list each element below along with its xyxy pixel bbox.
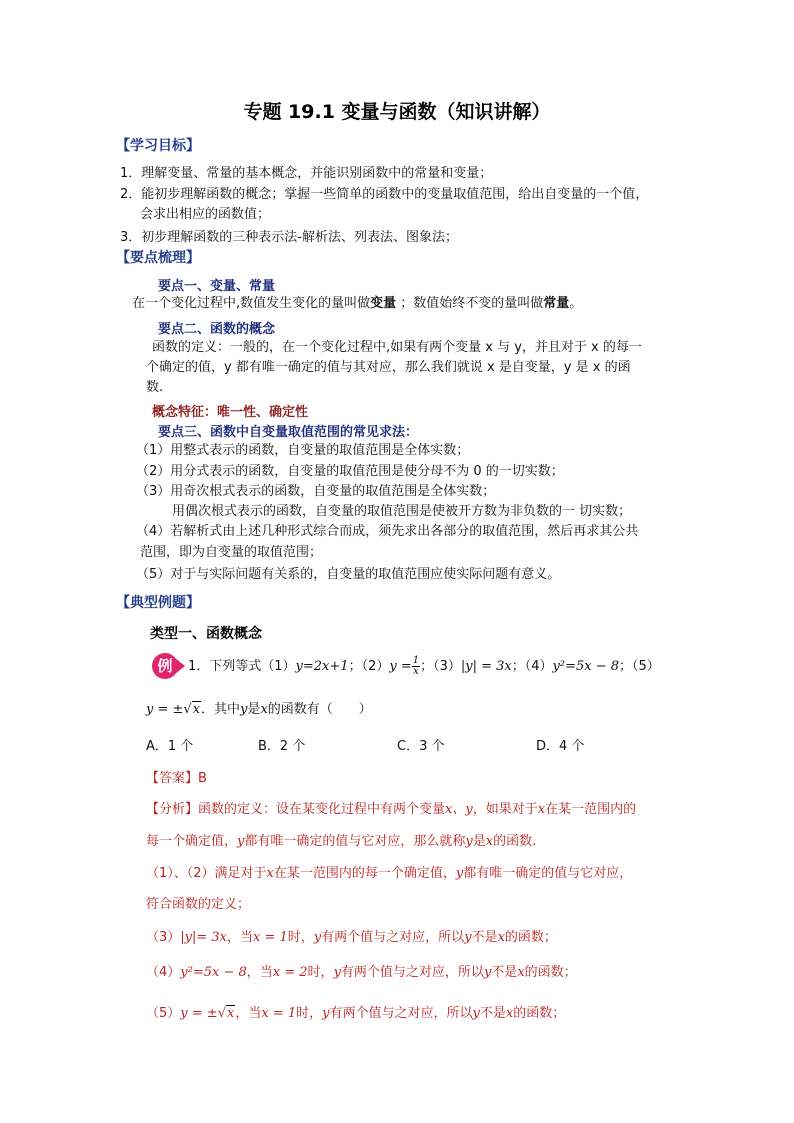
analysis-line-2: 每一个确定值，y都有唯一确定的值与它对应，那么就称y是x的函数.: [146, 834, 537, 849]
keypoint-2-title: 要点二、函数的概念: [158, 322, 276, 337]
objective-item: 2．能初步理解函数的概念；掌握一些简单的函数中的变量取值范围，给出自变量的一个值，: [120, 187, 649, 202]
page-title: 专题 19.1 变量与函数（知识讲解）: [243, 101, 551, 123]
keypoint-3-line: （3）用奇次根式表示的函数，自变量的取值范围是全体实数；: [136, 484, 496, 499]
keypoint-3-line: 范围，即为自变量的取值范围；: [140, 545, 323, 560]
analysis-line-6: （4）y²=5x − 8，当x = 2时，y有两个值与之对应，所以y不是x的函数；: [146, 965, 577, 980]
option-b: B．2 个: [258, 739, 306, 754]
example-type-1: 类型一、函数概念: [150, 626, 262, 642]
keypoint-2-line: 数.: [146, 380, 164, 395]
objective-item: 1．理解变量、常量的基本概念，并能识别函数中的常量和变量；: [120, 166, 493, 181]
keypoint-2-line: 个确定的值，y 都有唯一确定的值与其对应，那么我们就说 x 是自变量，y 是 x 的函: [146, 360, 631, 375]
keypoint-1-title: 要点一、变量、常量: [158, 279, 276, 294]
objective-item: 3．初步理解函数的三种表示法-解析法、列表法、图象法；: [120, 230, 458, 245]
option-c: C．3 个: [397, 739, 445, 754]
option-a: A．1 个: [146, 739, 194, 754]
answer: 【答案】B: [146, 771, 207, 786]
analysis-line-5: （3）|y|= 3x，当x = 1时，y有两个值与之对应，所以y不是x的函数；: [146, 930, 557, 945]
example-badge-tail: [175, 658, 185, 674]
keypoint-3-line: （2）用分式表示的函数，自变量的取值范围是使分母不为 0 的一切实数；: [136, 464, 564, 479]
objective-item: 会求出相应的函数值；: [140, 207, 271, 222]
examples-heading: 【典型例题】: [116, 595, 200, 611]
analysis-line-1: 【分析】函数的定义：设在某变化过程中有两个变量x、y，如果对于x在某一范围内的: [146, 802, 637, 817]
keypoint-3-line: （5）对于与实际问题有关系的，自变量的取值范围应使实际问题有意义。: [136, 567, 561, 582]
question-line-1: 1．下列等式（1）y=2x+1；（2）y = $\frac{1}{x}$ ；（3）|y| = 3x；（4）y²=5x − 8；（5）: [188, 655, 660, 677]
analysis-line-3: （1）、（2）满足对于x在某一范围内的每一个确定值，y都有唯一确定的值与它对应，: [146, 866, 633, 881]
keypoints-heading: 【要点梳理】: [116, 250, 200, 266]
option-d: D．4 个: [536, 739, 585, 754]
analysis-line-7: （5）y = ±√x，当x = 1时，y有两个值与之对应，所以y不是x的函数；: [146, 1006, 566, 1021]
keypoint-3-title: 要点三、函数中自变量取值范围的常见求法：: [158, 425, 419, 440]
objectives-heading: 【学习目标】: [116, 138, 200, 154]
question-line-2: y = ±√x．其中y是x的函数有（ ）: [146, 702, 372, 717]
keypoint-3-line: （4）若解析式由上述几种形式综合而成，须先求出各部分的取值范围，然后再求其公共: [136, 524, 639, 539]
keypoint-1-text: 在一个变化过程中,数值发生变化的量叫做变量 ；数值始终不变的量叫做常量。: [132, 296, 583, 311]
keypoint-3-line: （1）用整式表示的函数，自变量的取值范围是全体实数；: [136, 443, 470, 458]
concept-feature: 概念特征：唯一性、确定性: [152, 405, 309, 420]
analysis-line-4: 符合函数的定义；: [146, 897, 251, 912]
keypoint-3-line: 用偶次根式表示的函数，自变量的取值范围是使被开方数为非负数的一 切实数；: [172, 504, 632, 519]
keypoint-2-line: 函数的定义：一般的，在一个变化过程中,如果有两个变量 x 与 y，并且对于 x 的每一: [152, 340, 642, 355]
example-badge: 例: [152, 653, 178, 679]
